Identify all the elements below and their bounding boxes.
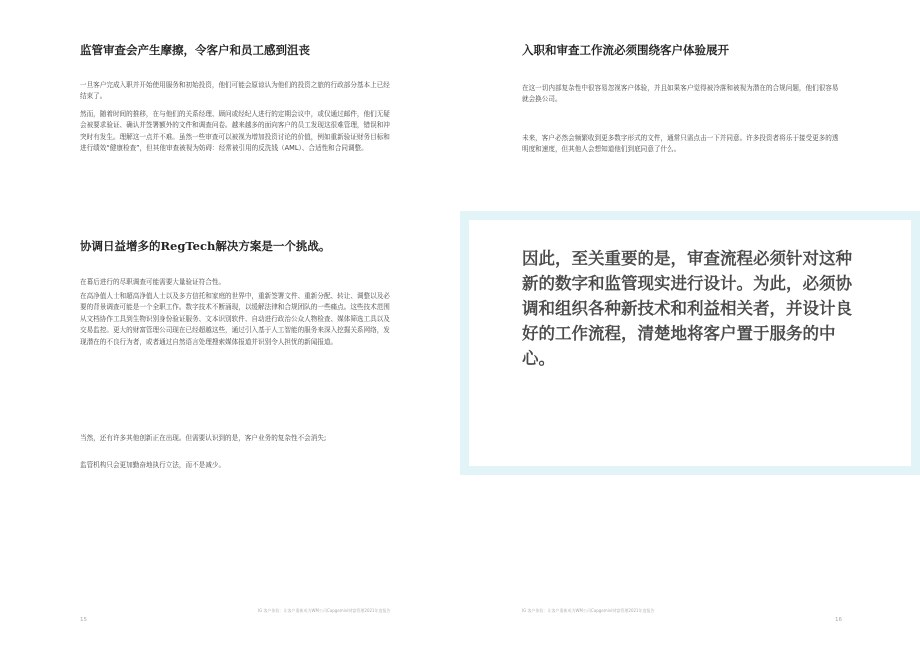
page-number: 16 (835, 617, 842, 623)
paragraph: 在这一切内部复杂性中很容易忽视客户体验，并且如果客户觉得被冷落和被视为潜在的合规问题，他们很容易就会换公司。 (522, 84, 839, 104)
right-page (460, 0, 920, 651)
paragraph: 未来，客户必然会频繁收到更多数字形式的文件，通常只需点击一下并同意。许多投资者将乐于接受更多的透明度和速度，但其他人会想知道他们到底同意了什么。 (522, 134, 839, 154)
paragraph: 在幕后进行的尽职调查可能需要大量验证符合性。 (80, 278, 226, 286)
paragraph: 当然，还有许多其他创新正在出现。但需要认识到的是，客户业务的复杂性不会消失; (80, 434, 327, 442)
pull-quote-text: 因此，至关重要的是，审查流程必须针对这种新的数字和监管现实进行设计。为此，必须协调和组织各种新技术和利益相关者，并设计良好的工作流程，清楚地将客户置于服务的中心。 (522, 249, 852, 368)
section-heading-regtech: 协调日益增多的RegTech解决方案是一个挑战。 (80, 239, 331, 253)
section-heading-friction: 监管审查会产生摩擦，令客户和员工感到沮丧 (80, 43, 310, 57)
page-number: 15 (80, 617, 87, 623)
section-heading-workflow: 入职和审查工作流必须围绕客户体验展开 (522, 43, 729, 57)
page-footer: IG 客户体验：让客户重新成为WM公司Capgemini财富管理2021年度报告 (522, 608, 655, 613)
paragraph: 一旦客户完成入职并开始使用服务和初始投资，他们可能会原谅认为他们的投资之旅的行政部分基本上已经结束了。 (80, 81, 390, 101)
page-footer: IG 客户体验：让客户重新成为WM公司Capgemini财富管理2021年度报告 (258, 608, 391, 613)
paragraph: 然而，随着时间的推移，在与他们的关系经理、顾问或经纪人进行的定期会议中，或仅通过邮件，他们无疑会被要求验证、确认并签署额外的文件和调查问卷。越来越多的面向客户的员工发现这很难管理，错误和冲突时有发生。理解这一点并不难。虽然一些审查可以被视为增加投资讨论的价值，例如重新验证财务目标和进行绩效“健康检查”，但其他审查被视为妨碍：经常被引用的反洗钱（AML）、合适性和合同调整。 (80, 110, 390, 153)
paragraph: 在高净值人士和超高净值人士以及多方信托和家庭的世界中，重新签署文件、重新分配、转让、调整以及必要的背景调查可能是一个全职工作。数字技术不断涌现，以缓解法律和合规团队的一些痛点。这些技术范围从文档协作工具到生物识别身份验证服务、文本识别软件、自动进行政治公众人物检查、媒体筛选工具以及交易监控。更大的财富管理公司现在已经超越这些，通过引入基于人工智能的服务来深入挖掘关系网络，发现潜在的不良行为者，或者通过自然语言处理搜索媒体报道并识别令人担忧的新闻报道。 (80, 292, 390, 346)
pull-quote-box (460, 211, 920, 475)
paragraph: 监管机构只会更加勤奋地执行立法，而不是减少。 (80, 461, 226, 469)
